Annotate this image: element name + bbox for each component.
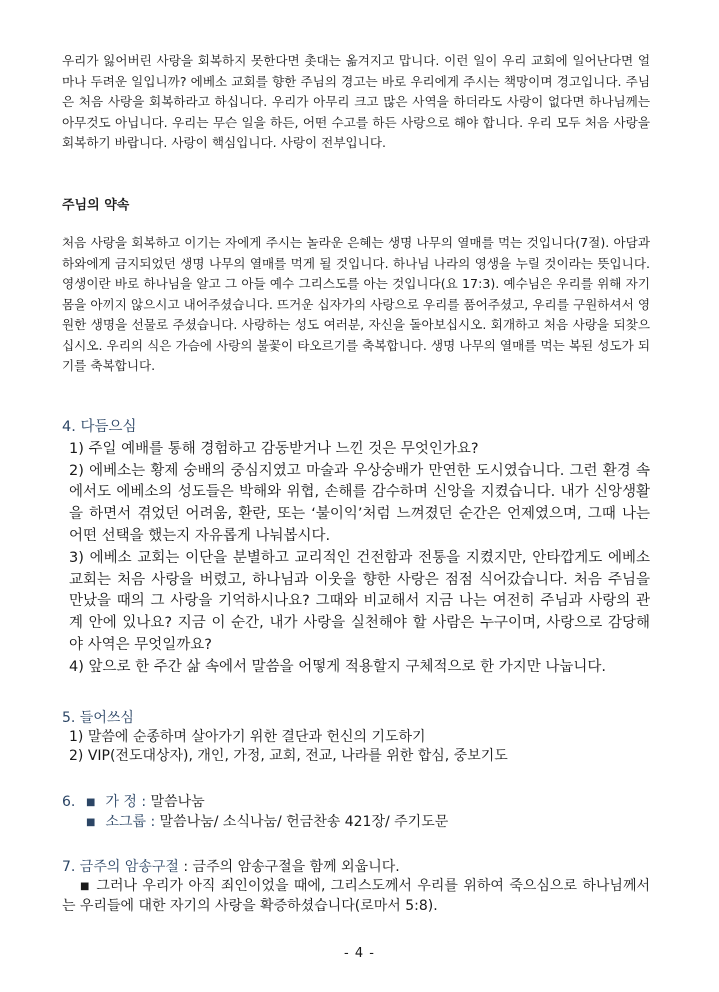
square-bullet-icon: ■ [86,817,96,828]
page-number: - 4 - [344,946,375,961]
intro-paragraph: 우리가 잃어버린 사랑을 회복하지 못한다면 촛대는 옮겨지고 맙니다. 이런 일이 우리 교회에 일어난다면 얼마나 두려운 일입니까? 에베소 교회를 향한 주님의 경고는 바로 우리에게 주시는 책망이며 경고입니다. 주님은 처음 사랑을 회복하라고 하십니다. 우리가 아무리 크고 많은 사역을 하더라도 사랑이 없다면 하나님께는 아무것도 아닙니다. 우리는 무슨 일을 하든, 어떤 수고를 하든 사랑으로 해야 합니다. 우리 모두 처음 사랑을 회복하기 바랍니다. 사랑이 핵심입니다. 사랑이 전부입니다. [62,53,650,150]
section-4-title: 4. 다듬으심 [62,419,137,435]
question-1: 1) 주일 예배를 통해 경험하고 감동받거나 느낀 것은 무엇인가요? [69,440,479,457]
question-4: 4) 앞으로 한 주간 삶 속에서 말씀을 어떻게 적용할지 구체적으로 한 가지만 나눕니다. [69,658,607,675]
section-6-number: 6. [62,794,76,810]
question-2: 2) 에베소는 황제 숭배의 중심지였고 마술과 우상숭배가 만연한 도시였습니다. 그런 환경 속에서도 에베소의 성도들은 박해와 위협, 손해를 감수하며 신앙을 지켰습니다. 내가 신앙생활을 하면서 겪었던 어려움, 환란, 또는 ‘불이익’처럼 느껴졌던 순간은 언제였으며, 그때 나는 어떤 선택을 했는지 자유롭게 나눠봅시다. [69,462,650,544]
section-7-title: 7. 금주의 암송구절 [62,859,179,875]
promise-heading: 주님의 약속 [62,198,130,213]
memory-verse-text: 그러나 우리가 아직 죄인이었을 때에, 그리스도께서 우리를 위하여 죽으심으로 하나님께서는 우리들에 대한 자기의 사랑을 확증하셨습니다(로마서 5:8). [62,878,651,914]
section-5-title: 5. 들어쓰심 [62,710,134,726]
section-7 [62,858,650,916]
question-3: 3) 에베소 교회는 이단을 분별하고 교리적인 건전함과 전통을 지켰지만, 안타깝게도 에베소 교회는 처음 사랑을 버렸고, 하나님과 이웃을 향한 사랑은 점점 식어갔습니다. 처음 주님을 만났을 때의 그 사랑을 기억하시나요? 그때와 비교해서 지금 나는 여전히 주님과 사랑의 관계 안에 있나요? 지금 이 순간, 내가 사랑을 실천해야 할 사람은 누구이며, 사랑으로 감당해야 사역은 무엇일까요? [69,549,650,653]
section-7-header [62,858,650,877]
section-6 [62,793,650,833]
promise-paragraph: 처음 사랑을 회복하고 이기는 자에게 주시는 놀라운 은혜는 생명 나무의 열매를 먹는 것입니다(7절). 아담과 하와에게 금지되었던 생명 나무의 열매를 먹게 될 것입니다. 하나님 나라의 영생을 누릴 것이라는 뜻입니다. 영생이란 바로 하나님을 알고 그 아들 예수 그리스도를 아는 것입니다(요 17:3). 예수님은 우리를 위해 자기 몸을 아끼지 않으시고 내어주셨습니다. 뜨거운 십자가의 사랑으로 우리를 품어주셨고, 우리를 구원하셔서 영원한 생명을 선물로 주셨습니다. 사랑하는 성도 여러분, 자신을 돌아보십시오. 회개하고 처음 사랑을 되찾으십시오. 우리의 식은 가슴에 사랑의 불꽃이 타오르기를 축복합니다. 생명 나무의 열매를 먹는 복된 성도가 되기를 축복합니다. [62,235,650,373]
sharing-row-family [62,793,650,813]
sharing-value-smallgroup: 말씀나눔/ 소식나눔/ 헌금찬송 421장/ 주기도문 [159,814,449,830]
square-bullet-icon: ■ [80,881,91,892]
sharing-label-family: 가 정 : [105,794,147,810]
prayer-item-2: 2) VIP(전도대상자), 개인, 가정, 교회, 전교, 나라를 위한 합심, 중보기도 [69,748,508,764]
square-bullet-icon: ■ [86,797,96,808]
sharing-value-family: 말씀나눔 [150,794,205,810]
prayer-item-1: 1) 말씀에 순종하며 살아가기 위한 결단과 헌신의 기도하기 [69,729,426,745]
section-4 [62,417,650,679]
sharing-label-smallgroup: 소그룹 : [105,814,156,830]
section-7-instruction: : 금주의 암송구절을 함께 외웁니다. [178,859,400,875]
memory-verse [62,877,650,916]
sharing-row-smallgroup [62,813,650,833]
section-5 [62,709,650,766]
